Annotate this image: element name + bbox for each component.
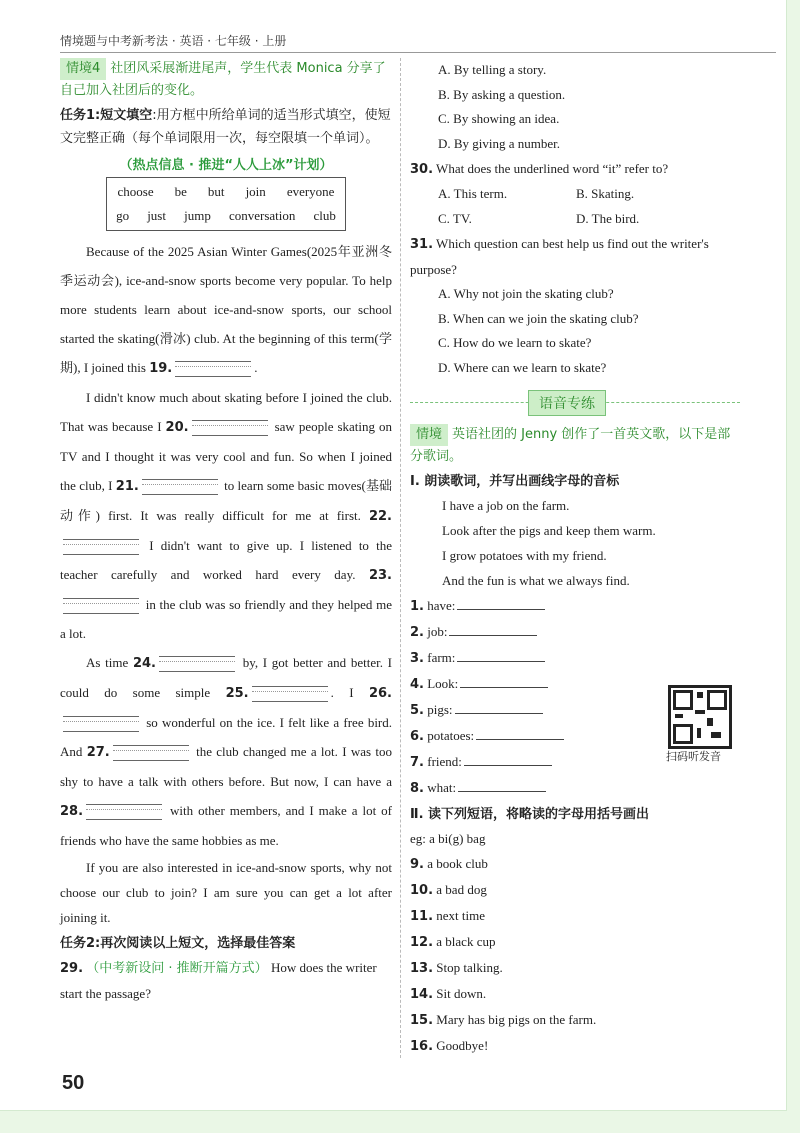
scenario-tag: 情境	[410, 424, 448, 446]
answer-blank-28[interactable]	[86, 804, 162, 820]
task2-instruction: 任务2:再次阅读以上短文，选择最佳答案	[60, 936, 296, 951]
word: club	[313, 208, 336, 223]
task1-instruction	[60, 104, 392, 150]
lyric-line-2: Look after the pigs and keep them warm.	[442, 523, 656, 538]
option-30-d[interactable]: D. The bird.	[576, 210, 640, 226]
lyric-line-1: I have a job on the farm.	[442, 498, 570, 513]
option-30-c[interactable]: C. TV.	[438, 210, 472, 226]
option-31-d[interactable]: D. Where can we learn to skate?	[438, 359, 607, 375]
phrase-item	[410, 877, 740, 903]
word: jump	[184, 208, 211, 223]
text: Because of the 2025 Asian Winter Games(2025年亚洲冬季运动会), ice-and-snow sports become very popular. To help more students learn about ice-and-snow sports, our school started the skating(滑冰) club. At the beginning of this term(学期), I joined this	[60, 244, 392, 375]
answer-line[interactable]	[460, 687, 548, 688]
blank-number-19: 19.	[149, 361, 173, 376]
text: As time	[86, 655, 129, 670]
answer-blank-20[interactable]	[192, 420, 268, 436]
item-number: 10.	[410, 883, 434, 898]
paragraph-2	[60, 383, 392, 648]
qr-finder	[707, 690, 727, 710]
item-number: 4.	[410, 677, 424, 692]
word: go	[116, 208, 130, 223]
item-number: 9.	[410, 857, 424, 872]
answer-line[interactable]	[458, 791, 546, 792]
blank-number-28: 28.	[60, 804, 84, 819]
blank-number-27: 27.	[86, 745, 110, 760]
question-text: How does the writer start the passage?	[60, 960, 377, 1001]
text: I didn't know much about skating before I joined the club. That was because I	[60, 390, 392, 434]
question-30	[410, 156, 740, 182]
item-number: 13.	[410, 961, 434, 976]
question-31	[410, 231, 740, 282]
text: to learn some basic moves(基础动作) first. It was really difficult for me at first.	[60, 478, 393, 523]
phonics-scenario	[410, 424, 740, 468]
paragraph-4: If you are also interested in ice-and-snow sports, why not choose our club to join? I am sure you can get a lot after joining it.	[60, 860, 392, 925]
part1-instruction: Ⅰ. 朗读歌词，并写出画线字母的音标	[410, 474, 620, 489]
right-column	[410, 58, 740, 1059]
item-number: 15.	[410, 1013, 434, 1028]
qr-finder	[673, 690, 693, 710]
question-text: What does the underlined word “it” refer to?	[436, 161, 669, 176]
blank-number-22: 22.	[368, 509, 392, 524]
item-number: 5.	[410, 703, 424, 718]
blank-number-24: 24.	[132, 656, 156, 671]
question-number: 31.	[410, 237, 434, 252]
answer-line[interactable]	[455, 713, 543, 714]
phrase-item	[410, 981, 740, 1007]
answer-blank-27[interactable]	[113, 745, 189, 761]
phrase-text: Mary has big pigs on the farm.	[436, 1012, 597, 1027]
blank-number-23: 23.	[368, 568, 392, 583]
question-text: Which question can best help us find out the writer's purpose?	[410, 236, 709, 277]
word-box	[106, 177, 346, 231]
scenario-text: 社团风采展渐进尾声，学生代表 Monica 分享了自己加入社团后的变化。	[60, 61, 386, 98]
text: in the club was so friendly and they helped me a lot.	[60, 597, 392, 641]
answer-blank-23[interactable]	[63, 598, 139, 614]
option-30-b[interactable]: B. Skating.	[576, 186, 635, 201]
text: saw people skating on TV and I thought it was very cool and fun. So when I joined the club, I	[60, 419, 393, 493]
question-number: 29.	[60, 961, 84, 976]
section-banner	[410, 388, 740, 418]
options-30-row-1	[410, 182, 740, 207]
option-29-c[interactable]: C. By showing an idea.	[438, 111, 560, 126]
option-31-a[interactable]: A. Why not join the skating club?	[438, 286, 614, 301]
page-header: 情境题与中考新考法 · 英语 · 七年级 · 上册	[60, 34, 287, 48]
paragraph-1: Because of the 2025 Asian Winter Games(2025年亚洲冬季运动会), ice-and-snow sports become very popular. To help more students learn about ice-and-snow sports, our school started the skating(滑冰) club. At the beginning of this term(学期), I joined this 19. .	[60, 244, 392, 376]
phrase-text: Goodbye!	[436, 1038, 489, 1053]
word-label: job:	[427, 624, 448, 639]
phrase-text: Sit down.	[436, 986, 487, 1001]
word: join	[245, 184, 266, 199]
word: but	[207, 184, 225, 199]
option-29-b[interactable]: B. By asking a question.	[438, 86, 566, 102]
item-number: 12.	[410, 935, 434, 950]
word-label: potatoes:	[427, 728, 475, 743]
phrase-text: a black cup	[436, 934, 496, 949]
header-rule	[60, 52, 776, 53]
paragraph-3: As time 24. by, I got better and better. I could do some simple 25. . I 26. so wonderful on the ice. I felt like a free bird. And 27. the club changed me a lot. I was too shy to have a talk with others before. But now, I can have a 28. with other members, and I make a lot of friends who have the same hobbies as me.	[60, 655, 393, 848]
item-number: 11.	[410, 909, 434, 924]
qr-label: 扫码听发音	[666, 750, 721, 763]
qr-module	[697, 692, 703, 698]
options-30-row-2	[410, 207, 740, 232]
answer-line[interactable]	[457, 609, 545, 610]
word: choose	[117, 184, 154, 199]
phrase-text: Stop talking.	[436, 960, 503, 975]
answer-line[interactable]	[457, 661, 545, 662]
phrase-item	[410, 1033, 740, 1059]
word-label: what:	[427, 780, 457, 795]
word: conversation	[228, 208, 296, 223]
option-29-d[interactable]: D. By giving a number.	[438, 135, 561, 151]
answer-blank-24[interactable]	[159, 656, 235, 672]
word-label: Look:	[427, 676, 459, 691]
item-number: 14.	[410, 987, 434, 1002]
qr-module	[697, 728, 701, 738]
question-29	[60, 955, 392, 1006]
phrase-item	[410, 903, 740, 929]
answer-blank-21[interactable]	[142, 479, 218, 495]
qr-code-icon[interactable]	[668, 685, 732, 749]
phrase-item	[410, 1007, 740, 1033]
qr-module	[675, 714, 683, 718]
qr-module	[707, 718, 713, 726]
scenario-text: 英语社团的 Jenny 创作了一首英文歌，以下是部分歌词。	[410, 427, 731, 464]
part2-instruction: Ⅱ. 读下列短语，将略读的字母用括号画出	[410, 807, 650, 822]
qr-finder	[673, 724, 693, 744]
blank-number-20: 20.	[165, 420, 189, 435]
word-row-1	[107, 180, 345, 204]
text: the club changed me a lot. I was too shy to have a talk with others before. But now, I can have a	[60, 744, 393, 789]
item-number: 1.	[410, 599, 424, 614]
word-question	[410, 775, 740, 801]
phrase-item	[410, 851, 740, 877]
phrase-item	[410, 929, 740, 955]
task1-text: :用方框中所给单词的适当形式填空，使短文完整正确（每个单词限用一次，每空限填一个单词）。	[60, 108, 391, 146]
qr-module	[695, 710, 705, 714]
text: by, I got better and better. I could do some simple	[60, 655, 393, 700]
word-question	[410, 619, 740, 645]
item-number: 16.	[410, 1039, 434, 1054]
item-number: 2.	[410, 625, 424, 640]
answer-blank-22[interactable]	[63, 539, 139, 555]
word-label: pigs:	[427, 702, 453, 717]
answer-blank-25[interactable]	[252, 686, 328, 702]
item-number: 3.	[410, 651, 424, 666]
answer-line[interactable]	[476, 739, 564, 740]
option-29-a[interactable]: A. By telling a story.	[438, 62, 547, 77]
question-tag: （中考新设问 · 推断开篇方式）	[86, 961, 268, 976]
scenario-intro	[60, 58, 392, 102]
text: with other members, and I make a lot of friends who have the same hobbies as me.	[60, 803, 392, 848]
word: everyone	[286, 184, 335, 199]
page-number: 50	[62, 1072, 85, 1094]
item-number: 7.	[410, 755, 424, 770]
scenario-tag: 情境4	[60, 58, 106, 80]
task1-title: 短文填空	[100, 108, 153, 123]
phrase-text: a bad dog	[436, 882, 487, 897]
word: just	[147, 208, 166, 223]
text: so wonderful on the ice. I felt like a free bird. And	[60, 715, 393, 759]
left-column	[60, 58, 392, 1006]
section-title: 语音专练	[528, 390, 606, 416]
word-question	[410, 645, 740, 671]
answer-line[interactable]	[464, 765, 552, 766]
column-divider	[400, 58, 401, 1058]
item-number: 6.	[410, 729, 424, 744]
blank-number-25: 25.	[225, 686, 249, 701]
question-number: 30.	[410, 162, 434, 177]
task1-label: 任务1:	[60, 108, 101, 123]
word-label: farm:	[427, 650, 456, 665]
option-30-a[interactable]: A. This term.	[438, 186, 508, 201]
answer-line[interactable]	[449, 635, 537, 636]
blank-number-21: 21.	[115, 479, 139, 494]
word: be	[174, 184, 187, 199]
qr-module	[711, 732, 721, 738]
hot-topic-title: （热点信息 · 推进“人人上冰”计划）	[119, 158, 333, 173]
phrase-text: next time	[436, 908, 486, 923]
text: I didn't want to give up. I listened to the teacher carefully and worked hard every day.	[60, 538, 392, 582]
phrase-item	[410, 955, 740, 981]
word-label: have:	[427, 598, 456, 613]
answer-blank-26[interactable]	[63, 716, 139, 732]
text: I	[349, 685, 354, 700]
option-31-c[interactable]: C. How do we learn to skate?	[438, 335, 592, 350]
answer-blank-19[interactable]	[175, 361, 251, 377]
word-row-2	[107, 204, 345, 228]
phrase-text: a book club	[427, 856, 488, 871]
item-number: 8.	[410, 781, 424, 796]
example-phrase: eg: a bi(g) bag	[410, 831, 486, 846]
word-label: friend:	[427, 754, 462, 769]
lyric-line-3: I grow potatoes with my friend.	[442, 548, 607, 563]
option-31-b[interactable]: B. When can we join the skating club?	[438, 310, 639, 326]
lyric-line-4: And the fun is what we always find.	[442, 573, 630, 588]
word-question	[410, 593, 740, 619]
blank-number-26: 26.	[368, 686, 392, 701]
